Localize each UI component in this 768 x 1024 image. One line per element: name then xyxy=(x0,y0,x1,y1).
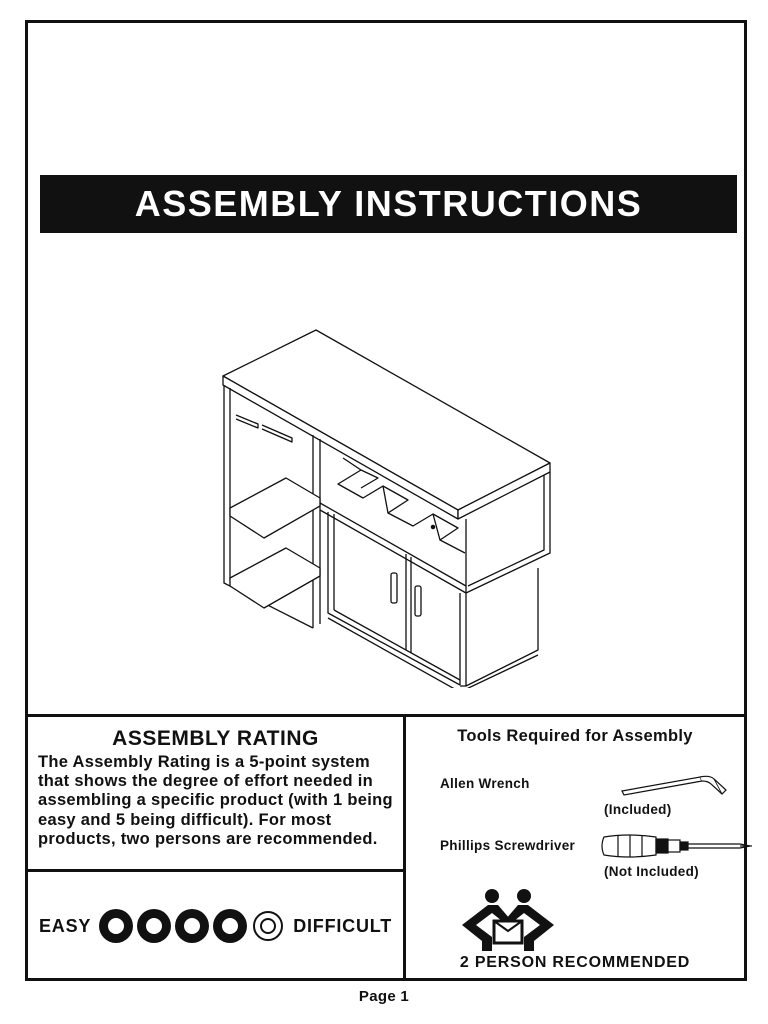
rating-dot-empty xyxy=(253,911,283,941)
two-person-recommended-text: 2 PERSON RECOMMENDED xyxy=(459,954,691,971)
section-divider xyxy=(28,714,744,717)
two-person-lift-icon xyxy=(458,887,558,953)
assembly-rating-scale xyxy=(28,909,403,943)
easy-label: EASY xyxy=(38,915,92,936)
rating-dots xyxy=(99,909,283,943)
rating-dot-filled xyxy=(99,909,133,943)
page-number: Page 1 xyxy=(358,988,410,1005)
tools-required-title: Tools Required for Assembly xyxy=(457,727,693,745)
page-title: ASSEMBLY INSTRUCTIONS xyxy=(134,183,643,224)
assembly-rating-title: ASSEMBLY RATING xyxy=(112,727,319,750)
page-title-banner xyxy=(40,175,737,233)
phillips-screwdriver-status: (Not Included) xyxy=(604,864,699,879)
phillips-screwdriver-label: Phillips Screwdriver xyxy=(440,838,576,853)
rating-dot-filled xyxy=(175,909,209,943)
allen-wrench-status: (Included) xyxy=(604,802,672,817)
allen-wrench-icon xyxy=(618,771,732,799)
screwdriver-icon xyxy=(600,833,756,859)
assembly-rating-description: The Assembly Rating is a 5-point system that shows the degree of effort needed in assembling a specific product (with 1 being easy and 5 being difficult). For most products, two persons are recommended. xyxy=(38,753,393,848)
allen-wrench-label: Allen Wrench xyxy=(440,776,530,791)
rating-dot-filled xyxy=(137,909,171,943)
rating-dot-filled xyxy=(213,909,247,943)
difficult-label: DIFFICULT xyxy=(293,915,393,936)
page-frame xyxy=(25,20,747,981)
product-illustration xyxy=(218,328,558,688)
column-divider xyxy=(403,717,406,978)
rating-divider xyxy=(28,869,403,872)
